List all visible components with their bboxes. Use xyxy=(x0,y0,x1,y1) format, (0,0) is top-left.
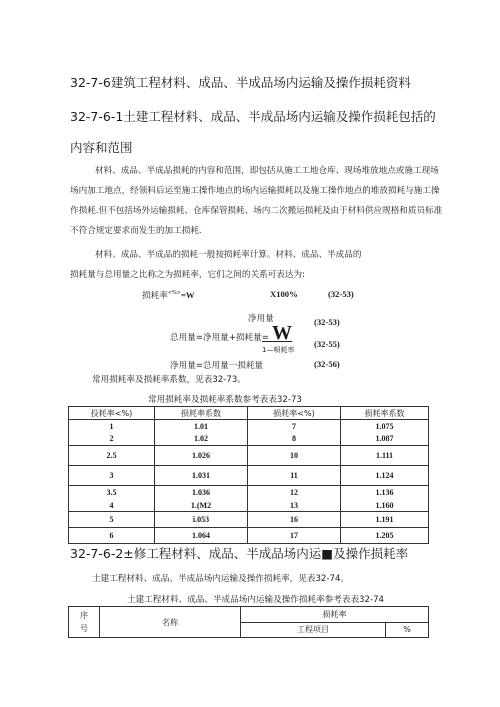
column-header-percent: % xyxy=(386,622,429,638)
table-row xyxy=(69,528,429,544)
formula-loss-rate xyxy=(142,289,194,301)
paragraph-line: 不符合规定要求而发生的加工损耗. xyxy=(70,226,202,236)
equation-number: (32-56) xyxy=(314,359,340,369)
table-caption: 常用损耗率及损耗率系数参考表表32-73 xyxy=(148,395,302,405)
paragraph-line: 损耗量与总用量之比称之为损耗率，它们之间的关系可表达为: xyxy=(70,270,305,280)
table-cell: 2.5 xyxy=(69,446,155,466)
formula-factor: X100% xyxy=(270,289,298,299)
loss-rate-table xyxy=(68,406,429,544)
table-cell: 2 xyxy=(69,433,155,446)
table-cell: 1.191 xyxy=(341,512,429,528)
table-reference-note: 常用损耗率及损耗率系数，见表32-73。 xyxy=(92,375,246,385)
table-cell: 6 xyxy=(69,528,155,544)
table-cell: 1.075 xyxy=(341,420,429,433)
table-cell: 1.205 xyxy=(341,528,429,544)
table-header-row xyxy=(69,407,429,420)
table-cell: 1.064 xyxy=(155,528,248,544)
table-header-row xyxy=(69,607,429,623)
table-cell: 16 xyxy=(248,512,341,528)
table-cell: 1.160 xyxy=(341,499,429,512)
paragraph-line: 作损耗.但不包括场外运输损耗、仓库保管损耗、场内二次搬运损耗及由于材料供应规格和质员标准 xyxy=(70,206,443,216)
column-header-name: 名称 xyxy=(100,607,241,638)
table-row xyxy=(69,486,429,499)
formula-text: =W xyxy=(180,290,195,300)
table-row xyxy=(69,433,429,446)
table-cell: i.053 xyxy=(155,512,248,528)
table-row xyxy=(69,420,429,433)
table-cell: 1.02 xyxy=(155,433,248,446)
section-heading-32-7-6: 32-7-6建筑工程材料、成品、半成品场内运输及操作损耗资料 xyxy=(70,75,411,90)
table-cell: 10 xyxy=(248,446,341,466)
column-header: 损耗率系数 xyxy=(155,407,248,420)
table-cell: 13 xyxy=(248,499,341,512)
table-cell: 4 xyxy=(69,499,155,512)
table-row xyxy=(69,466,429,486)
formula-net-quantity: 净用量 xyxy=(248,314,274,324)
table-cell: 1.036 xyxy=(155,486,248,499)
table-cell: 11 xyxy=(248,466,341,486)
table-cell: 7 xyxy=(248,420,341,433)
formula-denominator: 1—唄耗率 xyxy=(262,346,295,354)
table-cell: 12 xyxy=(248,486,341,499)
table-row xyxy=(69,446,429,466)
header-text: 号 xyxy=(80,624,88,633)
formula-w-symbol: W xyxy=(272,322,292,344)
table-cell: 5 xyxy=(69,512,155,528)
formula-total-quantity: 总用量=净用量+损耗量= xyxy=(170,333,269,343)
formula-net-eq: 净用量=总用量一损耗量 xyxy=(170,361,264,371)
paragraph-line: 场内加工地点，经领料后运至施工操作地点的场内运输损耗以及施工操作地点的堆放损耗与施工操 xyxy=(70,186,440,196)
table-cell: 1.01 xyxy=(155,420,248,433)
paragraph-line: 材料、成品、半成品的损耗一般按损耗率计算。材料、成品、半成品的 xyxy=(95,250,362,260)
paragraph-table-reference: 土建工程材料、成品、半成品场内运输及操作损耗率，见表32-74。 xyxy=(92,574,350,584)
table-cell: 17 xyxy=(248,528,341,544)
table-cell: 1.026 xyxy=(155,446,248,466)
table-cell: 8 xyxy=(248,433,341,446)
site-loss-rate-table xyxy=(68,606,429,638)
table-row xyxy=(69,499,429,512)
table-cell: 3 xyxy=(69,466,155,486)
column-header: 损耗率<%) xyxy=(248,407,341,420)
fraction-bar xyxy=(262,341,292,342)
table-cell: 1 xyxy=(69,420,155,433)
subsection-heading-32-7-6-2: 32-7-6-2±修工程材料、成品、半成品场内运■及操作损耗率 xyxy=(70,546,409,561)
table-cell: 1.136 xyxy=(341,486,429,499)
subsection-heading-32-7-6-1-cont: 内容和范围 xyxy=(70,140,133,155)
table-cell: 1.031 xyxy=(155,466,248,486)
column-header: 损耗率系数 xyxy=(341,407,429,420)
equation-number: (32-53) xyxy=(328,289,354,299)
formula-text: 损耗率 xyxy=(142,291,168,301)
equation-number: (32-53) xyxy=(314,317,340,327)
table-cell: 1.(M2 xyxy=(155,499,248,512)
table-row xyxy=(69,512,429,528)
formula-superscript: <%> xyxy=(167,290,181,297)
table-caption: 土建工程材料、成品、半成品场内运输及操作损耗率参考表表32-74 xyxy=(127,595,385,605)
column-header-seq xyxy=(69,607,100,638)
table-cell: 1.087 xyxy=(341,433,429,446)
equation-number: (32-55) xyxy=(314,339,340,349)
table-cell: 3.5 xyxy=(69,486,155,499)
subsection-heading-32-7-6-1: 32-7-6-1土建工程材料、成品、半成品场内运输及操作损耗包括的 xyxy=(70,109,436,124)
paragraph-line: 材料、成品、半成品损耗的内容和范围，即包括从施工工地仓库、现场堆放地点或施工现场 xyxy=(95,166,439,176)
column-header-item: 工程项目 xyxy=(241,622,386,638)
column-header: 投耗率<%) xyxy=(69,407,155,420)
table-cell: 1.124 xyxy=(341,466,429,486)
header-text: 序 xyxy=(80,611,88,620)
table-cell: 1.111 xyxy=(341,446,429,466)
column-header-loss-rate: 损耗率 xyxy=(241,607,429,623)
